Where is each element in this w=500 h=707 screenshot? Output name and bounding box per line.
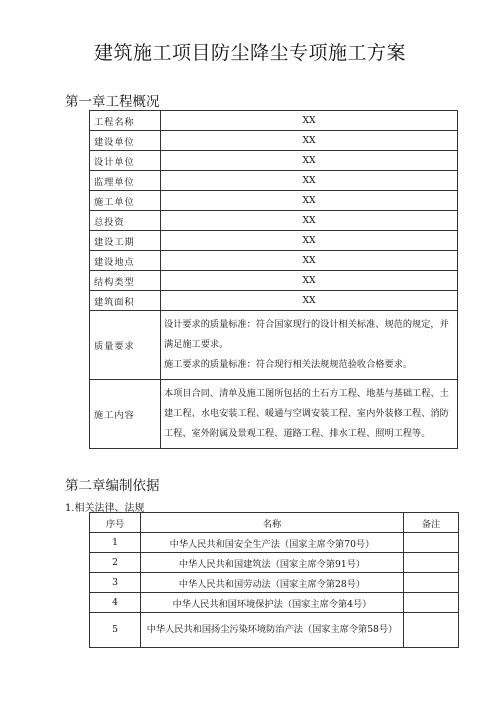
- row-note: [404, 533, 459, 553]
- table-header-row: [90, 513, 459, 533]
- law-name: 中华人民共和国劳动法（国家主席令第28号）: [141, 573, 404, 593]
- table-row: [90, 151, 458, 171]
- law-name: 中华人民共和国建筑法（国家主席令第91号）: [141, 553, 404, 573]
- chapter-1-heading: 第一章工程概况: [65, 94, 160, 110]
- field-label: 结构类型: [90, 271, 161, 291]
- field-label: 工程名称: [90, 111, 161, 131]
- field-label: 建设单位: [90, 131, 161, 151]
- law-name: 中华人民共和国扬尘污染环境防治产法（国家主席令第58号）: [141, 613, 404, 648]
- field-value: XX: [161, 211, 458, 231]
- row-note: [404, 573, 459, 593]
- field-label: 建设工期: [90, 231, 161, 251]
- column-header: 备注: [404, 513, 459, 533]
- column-header: 序号: [90, 513, 141, 533]
- field-label: 施工单位: [90, 191, 161, 211]
- row-number: 1: [90, 533, 141, 553]
- field-label: 建筑面积: [90, 291, 161, 311]
- section-subheading: 1.相关法律、法规: [65, 503, 145, 514]
- table-row: [90, 291, 458, 311]
- table-row: [90, 533, 459, 553]
- chapter-2-heading: 第二章编制依据: [65, 478, 160, 494]
- table-row: [90, 380, 458, 449]
- table-row: [90, 271, 458, 291]
- row-note: [404, 613, 459, 648]
- row-number: 4: [90, 593, 141, 613]
- table-row: [90, 211, 458, 231]
- table-row: [90, 131, 458, 151]
- table-row: [90, 593, 459, 613]
- row-note: [404, 593, 459, 613]
- column-header: 名称: [141, 513, 404, 533]
- field-label: 建设地点: [90, 251, 161, 271]
- field-value: XX: [161, 151, 458, 171]
- field-label: 设计单位: [90, 151, 161, 171]
- table-row: [90, 311, 458, 380]
- field-label: 监理单位: [90, 171, 161, 191]
- field-value: XX: [161, 291, 458, 311]
- row-number: 2: [90, 553, 141, 573]
- construction-content: 本项目合同、清单及施工图所包括的土石方工程、地基与基础工程、土建工程、水电安装工程、暖通与空调安装工程、室内外装修工程、消防工程、室外附属及景观工程、道路工程、排水工程、照明工程等。: [161, 380, 458, 449]
- field-label: 总投资: [90, 211, 161, 231]
- field-value: XX: [161, 251, 458, 271]
- table-row: [90, 573, 459, 593]
- field-value: XX: [161, 131, 458, 151]
- row-number: 3: [90, 573, 141, 593]
- laws-table: [89, 512, 459, 648]
- field-label: 质量要求: [90, 311, 161, 380]
- table-row: [90, 171, 458, 191]
- field-value: XX: [161, 231, 458, 251]
- table-row: [90, 231, 458, 251]
- field-value: XX: [161, 271, 458, 291]
- field-label: 施工内容: [90, 380, 161, 449]
- document-title: 建筑施工项目防尘降尘专项施工方案: [93, 42, 406, 64]
- table-row: [90, 553, 459, 573]
- law-name: 中华人民共和国安全生产法（国家主席令第70号）: [141, 533, 404, 553]
- table-row: [90, 251, 458, 271]
- project-overview-table: [89, 110, 458, 449]
- quality-requirements: [161, 311, 458, 380]
- table-row: [90, 613, 459, 648]
- table-row: [90, 191, 458, 211]
- quality-line-design: 设计要求的质量标准：符合国家现行的设计相关标准、规范的规定，并满足施工要求。: [164, 319, 449, 350]
- field-value: XX: [161, 171, 458, 191]
- quality-line-construction: 施工要求的质量标准：符合现行相关法规规范验收合格要求。: [164, 359, 413, 370]
- row-number: 5: [90, 613, 141, 648]
- field-value: XX: [161, 111, 458, 131]
- row-note: [404, 553, 459, 573]
- field-value: XX: [161, 191, 458, 211]
- law-name: 中华人民共和国环境保护法（国家主席令第4号）: [141, 593, 404, 613]
- table-row: [90, 111, 458, 131]
